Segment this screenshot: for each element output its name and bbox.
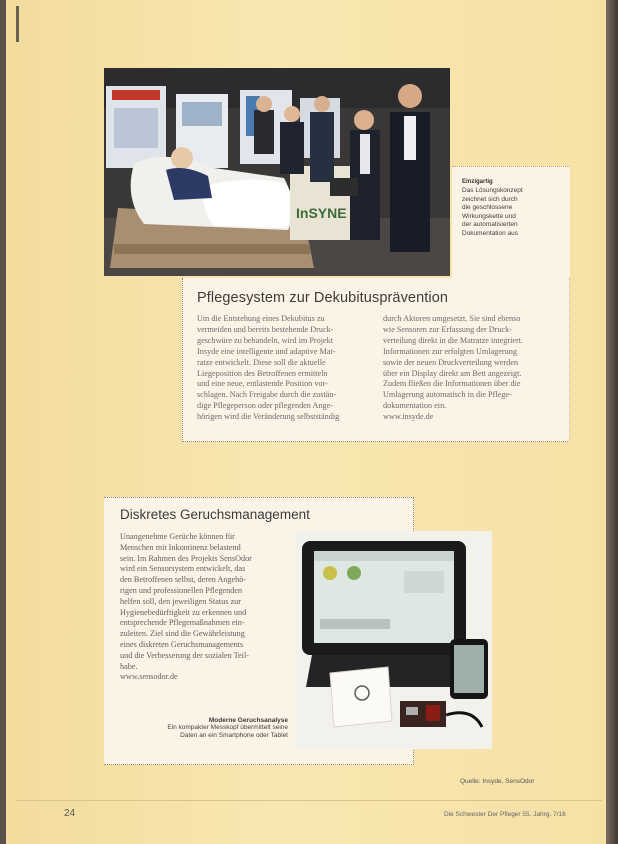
text-line: entsprechende Pflegemaßnahmen ein- [120, 618, 245, 628]
text-line: wird ein Sensorsystem entwickelt, das [120, 564, 246, 574]
photo-credit: Quelle: Insyde, SensOdor [460, 778, 535, 785]
text-line: habe. [120, 661, 138, 671]
text-line: Informationen zur erfolgten Umlagerung [383, 346, 517, 356]
photo-tablet-sensor-illustration [296, 531, 492, 749]
text-line: vermeiden und bereits bestehende Druck- [197, 324, 334, 334]
text-line: eines diskreten Geruchsmanagements [120, 639, 244, 649]
article-column-1 [197, 314, 367, 423]
text-line: ratze entwickelt. Diese soll die aktuelle [197, 357, 326, 367]
text-line: und eine neue, entlastende Position vor- [197, 379, 328, 389]
article-link[interactable]: www.sensodor.de [120, 672, 178, 682]
caption-line: Ein kompakter Messkopf übermittelt seine [167, 724, 288, 731]
text-line: Insyde eine intelligente und adaptive Mat- [197, 346, 336, 356]
text-line: Umlagerung automatisch in die Pflege- [383, 390, 512, 400]
article-title: Diskretes Geruchsmanagement [120, 507, 310, 522]
article-link[interactable]: www.insyde.de [383, 412, 434, 422]
photo-caption-geruchsanalyse [120, 717, 288, 741]
page-number: 24 [64, 808, 76, 819]
text-line: dige Pflegeperson oder pflegenden Ange- [197, 401, 333, 411]
caption-line: Dokumentation aus [462, 229, 519, 237]
text-line: hörigen wird die Veränderung selbstständig [197, 412, 340, 422]
text-line: rigen und professionellen Pflegenden [120, 585, 243, 595]
text-line: über ein Display direkt am Bett angezeigt. [383, 368, 522, 378]
caption-line: zeichnet sich durch [462, 195, 518, 203]
text-line: Menschen mit Inkontinenz belastend [120, 542, 241, 552]
text-line: Unangenehme Gerüche können für [120, 532, 235, 541]
text-line: zuleiten. Ziel sind die Gewährleistung [120, 629, 245, 639]
caption-line: Das Lösungskonzept [462, 187, 523, 194]
article-title: Pflegesystem zur Dekubitusprävention [197, 290, 449, 306]
caption-text [462, 187, 562, 239]
footer-rule [16, 800, 602, 801]
article-column [120, 532, 288, 683]
caption-line: Wirkungskette und [462, 212, 516, 220]
caption-title: Einzigartig [462, 179, 493, 185]
publication-title: Die Schwester Der Pfleger 55. Jahrg. 7/16 [444, 811, 566, 818]
photo-caption-einzigartig [452, 166, 570, 279]
text-line: Hygienebedürftigkeit zu erkennen und [120, 607, 247, 617]
caption-line: Daten an ein Smartphone oder Tablet [180, 732, 288, 740]
text-line: Liegeposition des Betroffenen ermitteln [197, 368, 328, 378]
page-edge-shadow [606, 0, 618, 844]
binding-mark [16, 6, 19, 42]
text-line: Zudem fließen die Informationen über die [383, 379, 521, 389]
text-line: schlagen. Nach Freigabe durch die zustän- [197, 390, 337, 400]
caption-line: der automatisierten [462, 221, 518, 229]
article-pflegesystem [182, 278, 570, 442]
photo-care-bed-illustration [104, 68, 450, 276]
text-line: dokumentation ein. [383, 401, 447, 411]
caption-title: Moderne Geruchsanalyse [208, 717, 288, 724]
text-line: durch Aktoren umgesetzt. Sie sind ebenso [383, 314, 521, 323]
text-line: wie Sensoren zur Erfassung der Druck- [383, 324, 512, 334]
text-line: den Betroffenen selbst, deren Angehö- [120, 575, 247, 585]
text-line: helfen soll, den jeweiligen Status zur [120, 596, 241, 606]
text-line: sowie der neuen Druckverteilung werden [383, 357, 519, 367]
text-line: sein. Im Rahmen des Projekts SensOdor [120, 553, 252, 563]
text-line: Um die Entstehung eines Dekubitus zu [197, 314, 325, 323]
text-line: geschwüre zu behandeln, wird im Projekt [197, 335, 333, 345]
text-line: und die Verbesserung der sozialen Teil- [120, 650, 249, 660]
article-column-2 [383, 314, 553, 423]
photo-care-bed-demo [104, 68, 450, 276]
bed-sign-text: InSYNE [296, 205, 347, 221]
text-line: verteilung direkt in die Matratze integriert. [383, 335, 524, 345]
caption-line: die geschlossene [462, 204, 513, 212]
photo-odor-sensor [296, 531, 492, 749]
